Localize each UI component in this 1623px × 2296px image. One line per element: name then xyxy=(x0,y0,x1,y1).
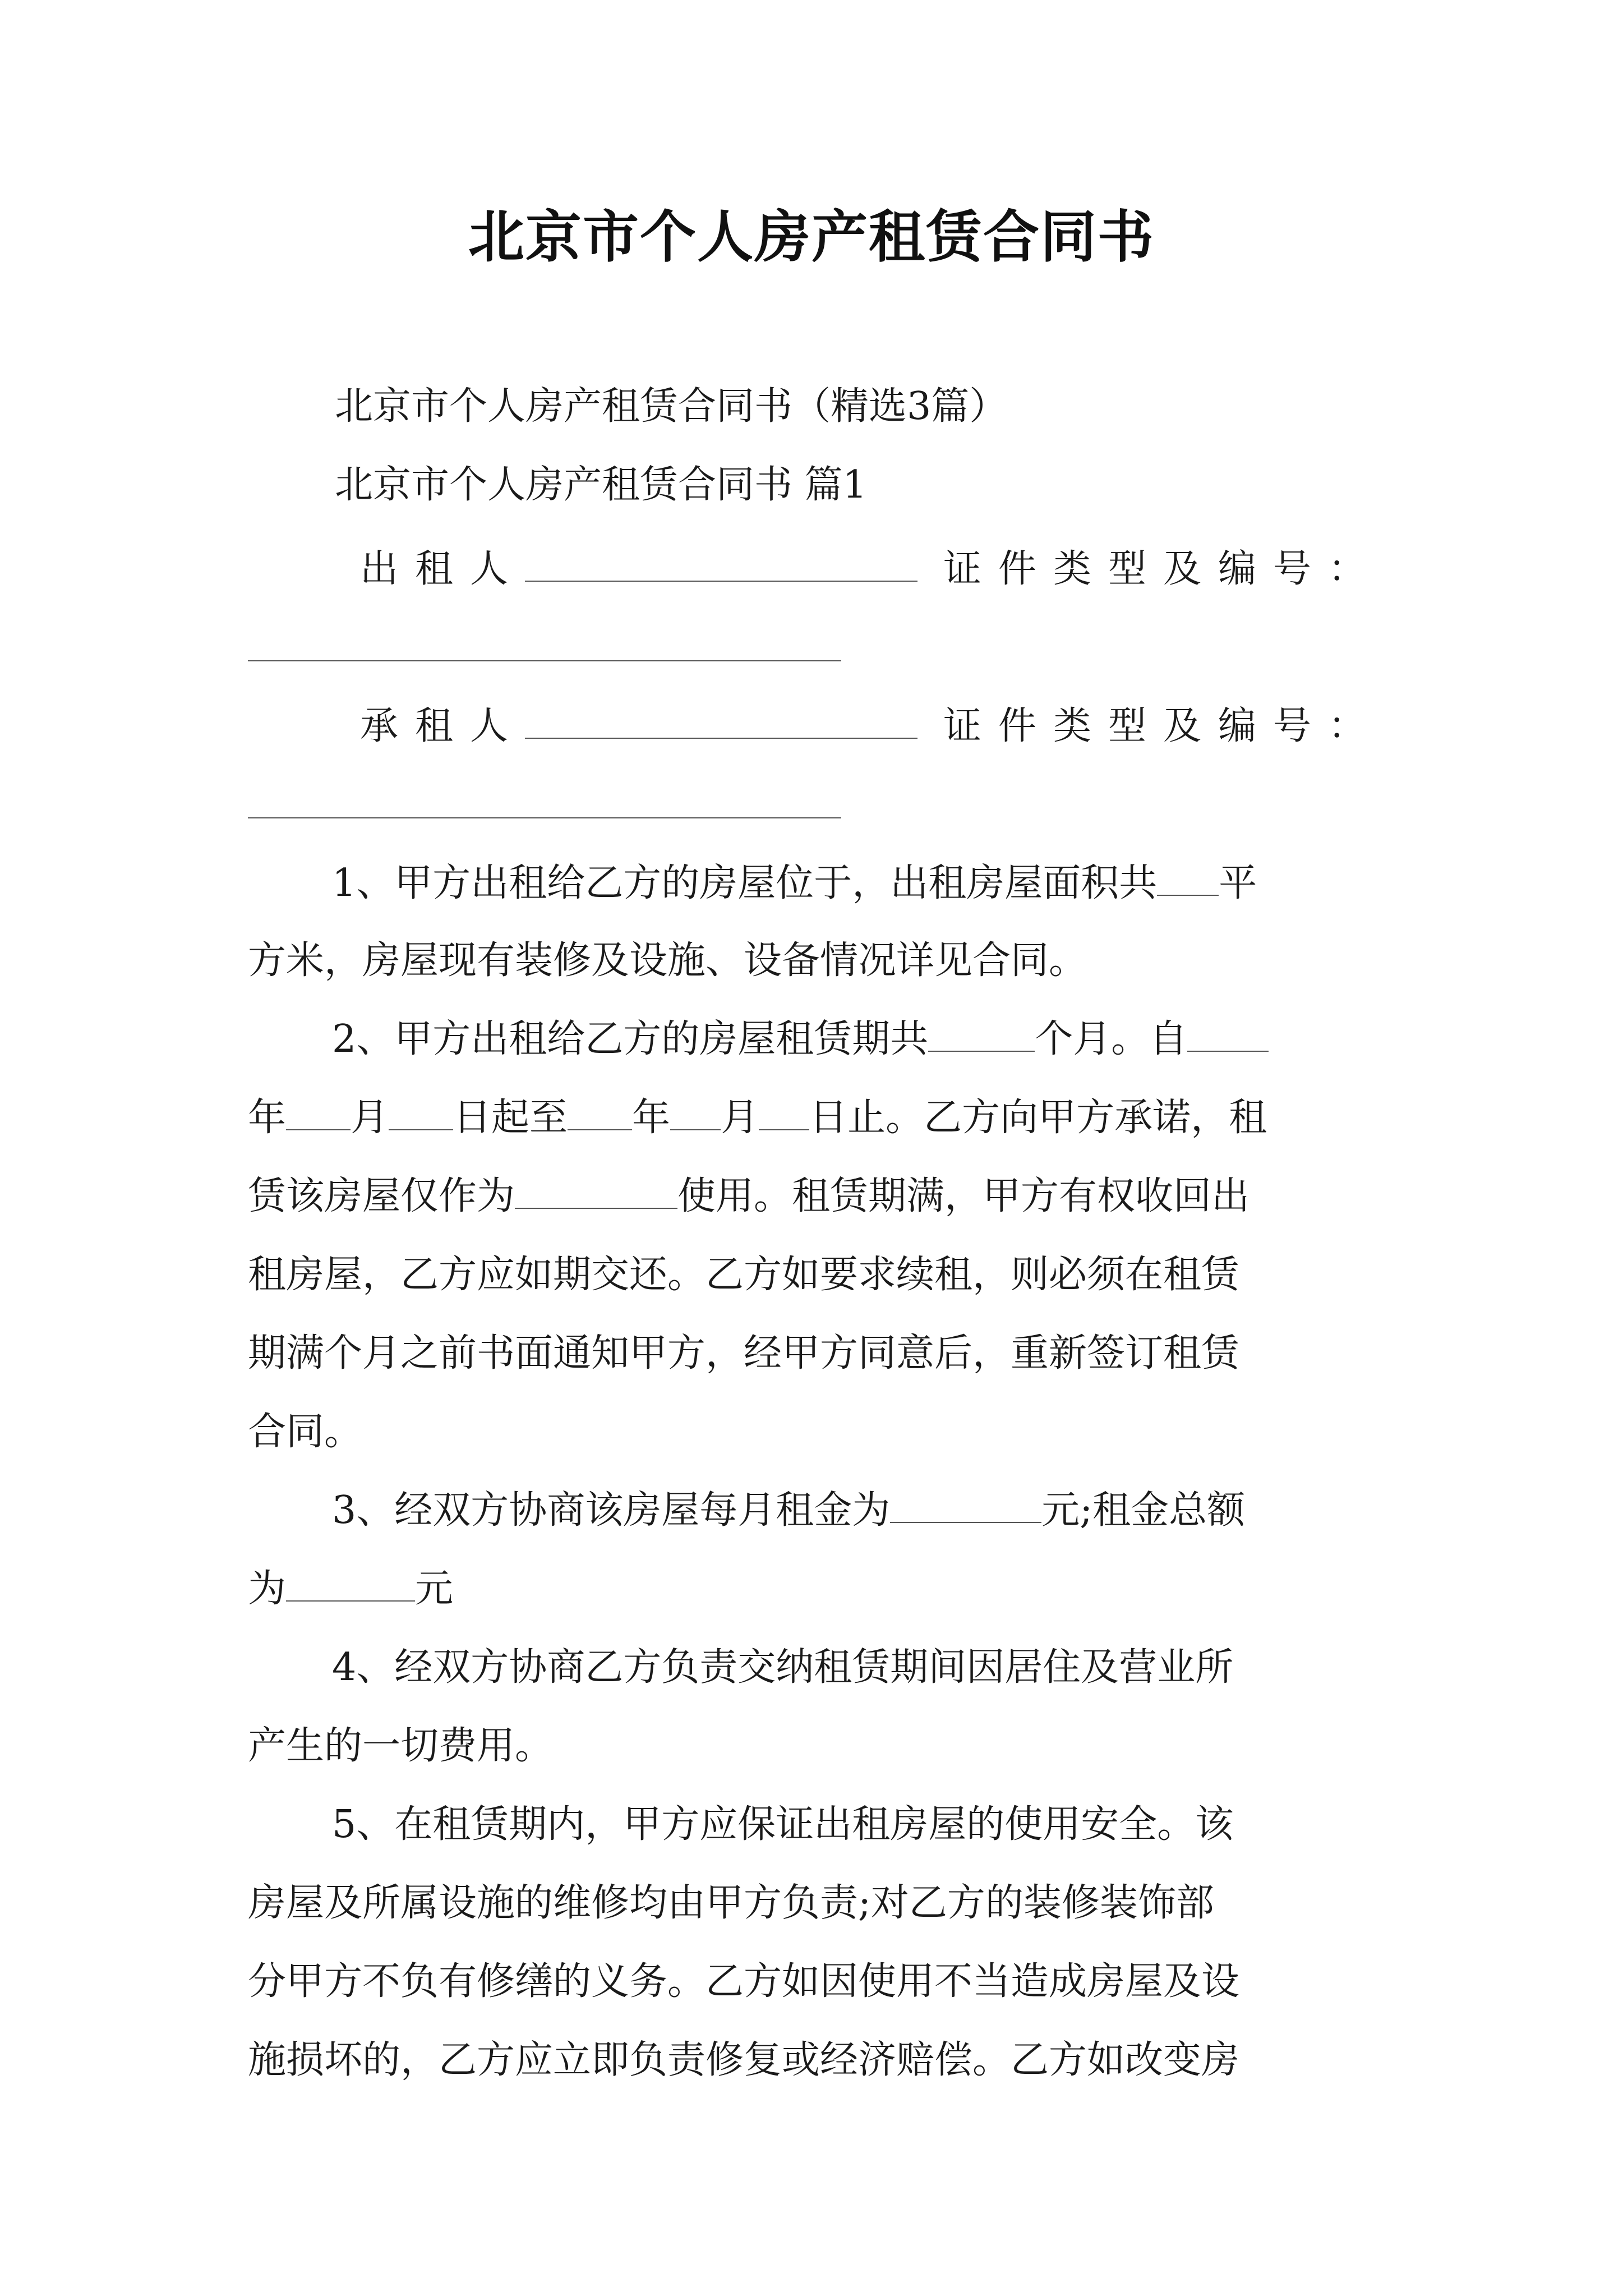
clause-1-text-a: 1、甲方出租给乙方的房屋位于，出租房屋面积共 xyxy=(332,861,1158,905)
clause-1-line-2: 方米，房屋现有装修及设施、设备情况详见合同。 xyxy=(248,938,1087,983)
clause-4-line-1: 4、经双方协商乙方负责交纳租赁期间因居住及营业所 xyxy=(332,1645,1234,1690)
clause-2-month-2: 月 xyxy=(721,1096,759,1140)
clause-2-text-c: 赁该房屋仅作为 xyxy=(248,1174,515,1218)
lessee-label: 承租人 xyxy=(360,704,525,748)
clause-5-line-3: 分甲方不负有修缮的义务。乙方如因使用不当造成房屋及设 xyxy=(248,1959,1240,2004)
clause-3-text-b: 元;租金总额 xyxy=(1041,1488,1246,1533)
clause-2-text-a: 2、甲方出租给乙方的房屋租赁期共 xyxy=(332,1017,929,1061)
clause-5-line-4: 施损坏的，乙方应立即负责修复或经济赔偿。乙方如改变房 xyxy=(248,2038,1240,2082)
clause-3-text-d: 元 xyxy=(415,1567,454,1611)
clause-2-line-6: 合同。 xyxy=(248,1410,363,1454)
total-rent-blank xyxy=(286,1568,415,1602)
end-month-blank xyxy=(670,1097,721,1130)
end-day-blank xyxy=(759,1097,809,1130)
lessee-name-blank xyxy=(525,705,917,739)
clause-5-line-1: 5、在租赁期内，甲方应保证出租房屋的使用安全。该 xyxy=(332,1802,1234,1847)
clause-3-line-1 xyxy=(332,1485,1245,1536)
lessor-name-blank xyxy=(525,548,917,582)
lessor-id-label xyxy=(943,544,1383,595)
end-year-blank xyxy=(568,1097,632,1130)
clause-1-line-1 xyxy=(332,858,1257,909)
term-months-blank xyxy=(928,1018,1035,1052)
clause-2-day-1: 日起至 xyxy=(453,1096,568,1140)
clause-4-line-2: 产生的一切费用。 xyxy=(248,1724,554,1768)
start-day-blank xyxy=(389,1097,453,1130)
clause-2-line-3 xyxy=(248,1171,1249,1222)
start-month-blank xyxy=(286,1097,351,1130)
clause-2-text-d: 使用。租赁期满，甲方有权收回出 xyxy=(677,1174,1250,1218)
lessor-id-blank xyxy=(248,659,841,661)
clause-3-line-2 xyxy=(248,1564,453,1614)
subtitle-collection: 北京市个人房产租赁合同书（精选3篇） xyxy=(335,384,1008,429)
lessor-label: 出租人 xyxy=(360,547,525,591)
clause-1-text-b: 平 xyxy=(1219,861,1257,905)
clause-2-line-2 xyxy=(248,1093,1267,1143)
clause-2-year-2: 年 xyxy=(632,1096,671,1140)
clause-2-year-1: 年 xyxy=(248,1096,287,1140)
monthly-rent-blank xyxy=(890,1489,1041,1523)
clause-2-month-1: 月 xyxy=(351,1096,389,1140)
clause-2-day-2: 日止。乙方向甲方承诺，租 xyxy=(809,1096,1267,1140)
clause-2-line-4: 租房屋，乙方应如期交还。乙方如要求续租，则必须在租赁 xyxy=(248,1253,1240,1297)
document-title: 北京市个人房产租赁合同书 xyxy=(468,204,1155,270)
clause-3-text-a: 3、经双方协商该房屋每月租金为 xyxy=(332,1488,891,1533)
subtitle-part-1: 北京市个人房产租赁合同书 篇1 xyxy=(335,463,867,507)
lessee-id-label-text: 证件类型及编号： xyxy=(943,704,1384,748)
area-blank xyxy=(1157,862,1219,896)
start-year-blank xyxy=(1187,1018,1269,1052)
lessee-id-label xyxy=(943,701,1383,752)
clause-2-line-5: 期满个月之前书面通知甲方，经甲方同意后，重新签订租赁 xyxy=(248,1331,1240,1375)
lessee-line xyxy=(360,701,917,752)
clause-5-line-2: 房屋及所属设施的维修均由甲方负责;对乙方的装修装饰部 xyxy=(248,1881,1214,1925)
lessee-id-blank xyxy=(248,816,841,818)
usage-blank xyxy=(515,1175,677,1209)
clause-2-line-1 xyxy=(332,1014,1269,1065)
clause-3-text-c: 为 xyxy=(248,1567,287,1611)
lessor-line xyxy=(360,544,917,595)
clause-2-text-b: 个月。自 xyxy=(1035,1017,1188,1061)
lessor-id-label-text: 证件类型及编号： xyxy=(943,547,1384,591)
